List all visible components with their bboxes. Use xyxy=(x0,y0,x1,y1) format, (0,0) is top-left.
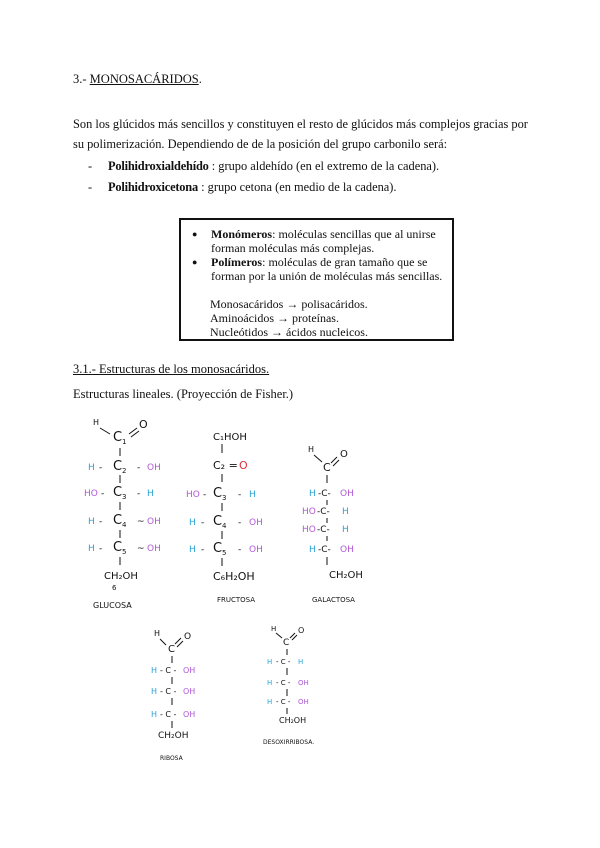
svg-text:-: - xyxy=(238,545,242,555)
svg-text:C: C xyxy=(213,541,223,556)
svg-text:H: H xyxy=(93,418,100,427)
svg-text:C₂ =: C₂ = xyxy=(213,459,238,472)
svg-text:HO: HO xyxy=(302,525,316,535)
svg-text:O: O xyxy=(340,449,348,460)
svg-text:C: C xyxy=(113,459,123,474)
svg-text:H: H xyxy=(151,687,158,696)
svg-text:-C-: -C- xyxy=(317,525,330,535)
svg-text:-: - xyxy=(137,489,141,499)
svg-text:- C -: - C - xyxy=(160,687,177,696)
svg-text:H: H xyxy=(88,463,95,473)
svg-text:H: H xyxy=(308,445,315,454)
svg-text:-: - xyxy=(99,463,103,473)
svg-text:5: 5 xyxy=(122,548,127,556)
subsection-title: 3.1.- Estructuras de los monosacáridos. xyxy=(73,362,270,376)
svg-text:CH₂OH: CH₂OH xyxy=(104,571,138,582)
svg-text:OH: OH xyxy=(249,518,263,528)
list-item: - Polihidroxialdehído : grupo aldehído (en el extremo de la cadena). xyxy=(88,159,440,173)
svg-text:2: 2 xyxy=(122,467,127,475)
svg-text:-C-: -C- xyxy=(318,545,331,555)
svg-text:H: H xyxy=(267,658,273,666)
svg-text:H: H xyxy=(189,518,196,528)
svg-text:C: C xyxy=(168,644,175,655)
svg-text:-: - xyxy=(99,544,103,554)
svg-text:HO: HO xyxy=(302,507,316,517)
svg-text:OH: OH xyxy=(298,679,309,687)
glucose-structure xyxy=(84,418,161,610)
fructose-label: FRUCTOSA xyxy=(217,596,256,604)
svg-text:-: - xyxy=(203,490,207,500)
svg-text:H: H xyxy=(151,666,158,675)
deoxyribose-structure xyxy=(263,625,314,746)
svg-text:OH: OH xyxy=(147,463,161,473)
svg-text:5: 5 xyxy=(222,549,227,557)
svg-text:C: C xyxy=(113,540,123,555)
galactose-label: GALACTOSA xyxy=(312,596,355,604)
intro-paragraph: Son los glúcidos más sencillos y constituyen el resto de glúcidos más complejos gracias por su polimerización. Dependiendo de de la posición del grupo carbonilo será: xyxy=(73,117,528,151)
conversions: Monosacáridos → polisacáridos. Aminoácidos → proteínas. Nucleótidos → ácidos nucleicos. xyxy=(210,297,368,339)
svg-text:O: O xyxy=(184,632,192,642)
svg-text:-: - xyxy=(238,490,242,500)
svg-text:C: C xyxy=(113,430,123,445)
svg-text:HO: HO xyxy=(84,489,98,499)
svg-text:C: C xyxy=(323,461,331,474)
svg-text:OH: OH xyxy=(147,544,161,554)
svg-text:C₆H₂OH: C₆H₂OH xyxy=(213,570,255,583)
svg-text:- C -: - C - xyxy=(160,710,177,719)
svg-text:H: H xyxy=(309,489,316,499)
structures-caption: Estructuras lineales. (Proyección de Fisher.) xyxy=(73,387,294,401)
svg-text:1: 1 xyxy=(122,438,127,446)
list-item: ● Monómeros: moléculas sencillas que al unirse forman moléculas más complejas. xyxy=(189,227,444,255)
svg-text:O: O xyxy=(298,626,305,635)
svg-text:H: H xyxy=(249,490,256,500)
svg-text:CH₂OH: CH₂OH xyxy=(158,731,189,741)
list-item: ● Polímeros: moléculas de gran tamaño que se forman por la unión de moléculas más sencillas. xyxy=(189,255,444,283)
term-aldehyde: Polihidroxialdehído xyxy=(108,159,209,173)
svg-text:-C-: -C- xyxy=(318,489,331,499)
svg-text:H: H xyxy=(88,544,95,554)
svg-text:-: - xyxy=(101,489,105,499)
svg-text:H: H xyxy=(298,658,304,666)
svg-text:-: - xyxy=(238,518,242,528)
svg-text:CH₂OH: CH₂OH xyxy=(279,716,307,725)
svg-text:-C-: -C- xyxy=(317,507,330,517)
svg-text:H: H xyxy=(342,507,349,517)
fructose-structure xyxy=(186,432,263,604)
deoxyribose-label: DESOXIRRIBOSA. xyxy=(263,739,315,746)
svg-text:C: C xyxy=(283,638,290,648)
svg-text:-: - xyxy=(137,463,141,473)
svg-text:C: C xyxy=(113,513,123,528)
ribose-structure xyxy=(151,629,195,762)
svg-text:OH: OH xyxy=(249,545,263,555)
svg-text:4: 4 xyxy=(122,521,127,529)
svg-text:OH: OH xyxy=(340,545,354,555)
glucose-label: GLUCOSA xyxy=(93,601,132,610)
svg-text:OH: OH xyxy=(147,517,161,527)
svg-text:H: H xyxy=(309,545,316,555)
svg-text:4: 4 xyxy=(222,522,227,530)
svg-text:HO: HO xyxy=(186,490,200,500)
term-ketone: Polihidroxicetona xyxy=(108,180,198,194)
svg-text:H: H xyxy=(147,489,154,499)
svg-text:H: H xyxy=(189,545,196,555)
svg-text:OH: OH xyxy=(183,710,196,719)
svg-text:H: H xyxy=(342,525,349,535)
svg-text:-: - xyxy=(201,545,205,555)
svg-text:H: H xyxy=(271,625,277,633)
svg-text:C: C xyxy=(213,514,223,529)
section-heading: 3.- MONOSACÁRIDOS. xyxy=(73,72,202,86)
svg-text:O: O xyxy=(139,418,148,431)
svg-text:- C -: - C - xyxy=(276,658,291,666)
svg-text:H: H xyxy=(267,679,273,687)
svg-text:CH₂OH: CH₂OH xyxy=(329,570,363,581)
galactose-structure xyxy=(302,445,363,604)
svg-text:- C -: - C - xyxy=(160,666,177,675)
section-title: MONOSACÁRIDOS xyxy=(89,72,199,86)
svg-text:H: H xyxy=(88,517,95,527)
section-number: 3.- xyxy=(73,72,90,86)
svg-text:- C -: - C - xyxy=(276,679,291,687)
svg-text:H: H xyxy=(151,710,158,719)
svg-text:3: 3 xyxy=(122,493,127,501)
svg-text:O: O xyxy=(239,459,248,472)
svg-text:OH: OH xyxy=(298,698,309,706)
list-item: - Polihidroxicetona : grupo cetona (en medio de la cadena). xyxy=(88,180,397,194)
svg-text:C: C xyxy=(113,485,123,500)
svg-text:C: C xyxy=(213,486,223,501)
svg-text:OH: OH xyxy=(183,687,196,696)
svg-text:H: H xyxy=(267,698,273,706)
svg-text:- C -: - C - xyxy=(276,698,291,706)
svg-text:-: - xyxy=(99,517,103,527)
svg-text:~: ~ xyxy=(137,544,145,554)
svg-text:OH: OH xyxy=(183,666,196,675)
svg-text:3: 3 xyxy=(222,494,227,502)
svg-text:OH: OH xyxy=(340,489,354,499)
ribose-label: RIBOSA xyxy=(160,755,183,762)
svg-text:~: ~ xyxy=(137,517,145,527)
svg-text:6: 6 xyxy=(112,584,117,592)
svg-text:H: H xyxy=(154,629,161,638)
svg-text:-: - xyxy=(201,518,205,528)
svg-text:C₁HOH: C₁HOH xyxy=(213,432,247,443)
